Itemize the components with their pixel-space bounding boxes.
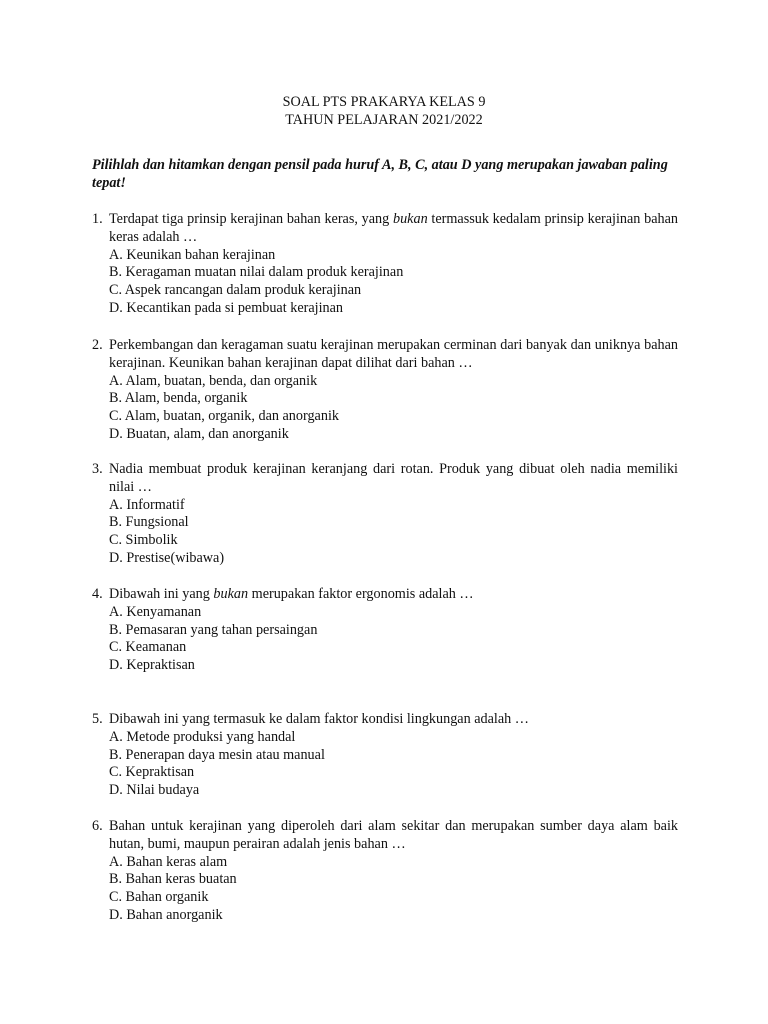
question-number: 1. <box>92 211 103 227</box>
question-text: Terdapat tiga prinsip kerajinan bahan keras, yang bukan termassuk kedalam prinsip kerajinan bahan keras adalah … <box>109 211 678 245</box>
option-a: A. Kenyamanan <box>109 603 202 620</box>
option-a: A. Bahan keras alam <box>109 853 228 870</box>
question-text: Perkembangan dan keragaman suatu kerajinan merupakan cerminan dari banyak dan uniknya bahan kerajinan. Keunikan bahan kerajinan dapat dilihat dari bahan … <box>109 337 678 371</box>
option-b: B. Pemasaran yang tahan persaingan <box>109 621 318 638</box>
option-d: D. Buatan, alam, dan anorganik <box>109 425 289 442</box>
option-b: B. Bahan keras buatan <box>109 871 237 888</box>
question-text: Nadia membuat produk kerajinan keranjang dari rotan. Produk yang dibuat oleh nadia memiliki nilai … <box>109 461 678 495</box>
question-number: 6. <box>92 818 103 834</box>
question-number: 5. <box>92 711 103 727</box>
options-list <box>109 854 678 925</box>
option-c: C. Aspek rancangan dalam produk kerajinan <box>109 282 362 299</box>
question-1 <box>92 211 678 318</box>
question-number: 3. <box>92 461 103 477</box>
option-d: D. Kecantikan pada si pembuat kerajinan <box>109 299 344 316</box>
option-d: D. Kepraktisan <box>109 657 195 674</box>
question-5 <box>92 711 678 800</box>
options-list <box>109 247 678 318</box>
option-c: C. Alam, buatan, organik, dan anorganik <box>109 408 339 425</box>
question-text: Dibawah ini yang termasuk ke dalam faktor kondisi lingkungan adalah … <box>109 711 529 727</box>
option-b: B. Keragaman muatan nilai dalam produk kerajinan <box>109 264 404 281</box>
option-c: C. Bahan organik <box>109 889 209 906</box>
option-a: A. Informatif <box>109 496 185 513</box>
question-number: 4. <box>92 586 103 602</box>
question-4 <box>92 586 678 675</box>
options-list <box>109 497 678 568</box>
option-a: A. Keunikan bahan kerajinan <box>109 246 276 263</box>
option-d: D. Prestise(wibawa) <box>109 549 225 566</box>
options-list <box>109 373 678 444</box>
question-2 <box>92 337 678 444</box>
question-6 <box>92 818 678 925</box>
question-number: 2. <box>92 337 103 353</box>
option-b: B. Alam, benda, organik <box>109 390 248 407</box>
option-b: B. Penerapan daya mesin atau manual <box>109 746 325 763</box>
option-b: B. Fungsional <box>109 514 189 531</box>
option-d: D. Nilai budaya <box>109 782 200 799</box>
option-c: C. Simbolik <box>109 532 178 549</box>
options-list <box>109 729 678 800</box>
document-title: SOAL PTS PRAKARYA KELAS 9 <box>282 94 486 110</box>
option-a: A. Alam, buatan, benda, dan organik <box>109 372 318 389</box>
question-text: Bahan untuk kerajinan yang diperoleh dari alam sekitar dan merupakan sumber daya alam baik hutan, bumi, maupun perairan adalah jenis bahan … <box>109 818 678 852</box>
document-subtitle: TAHUN PELAJARAN 2021/2022 <box>285 112 483 128</box>
instruction-text: Pilihlah dan hitamkan dengan pensil pada huruf A, B, C, atau D yang merupakan jawaban paling tepat! <box>92 157 668 191</box>
question-3 <box>92 461 678 568</box>
options-list <box>109 604 678 675</box>
option-c: C. Keamanan <box>109 639 187 656</box>
option-c: C. Kepraktisan <box>109 764 195 781</box>
option-d: D. Bahan anorganik <box>109 906 223 923</box>
question-text: Dibawah ini yang bukan merupakan faktor ergonomis adalah … <box>109 586 474 602</box>
option-a: A. Metode produksi yang handal <box>109 728 296 745</box>
italic-emphasis: bukan <box>392 211 428 227</box>
italic-emphasis: bukan <box>213 586 249 602</box>
